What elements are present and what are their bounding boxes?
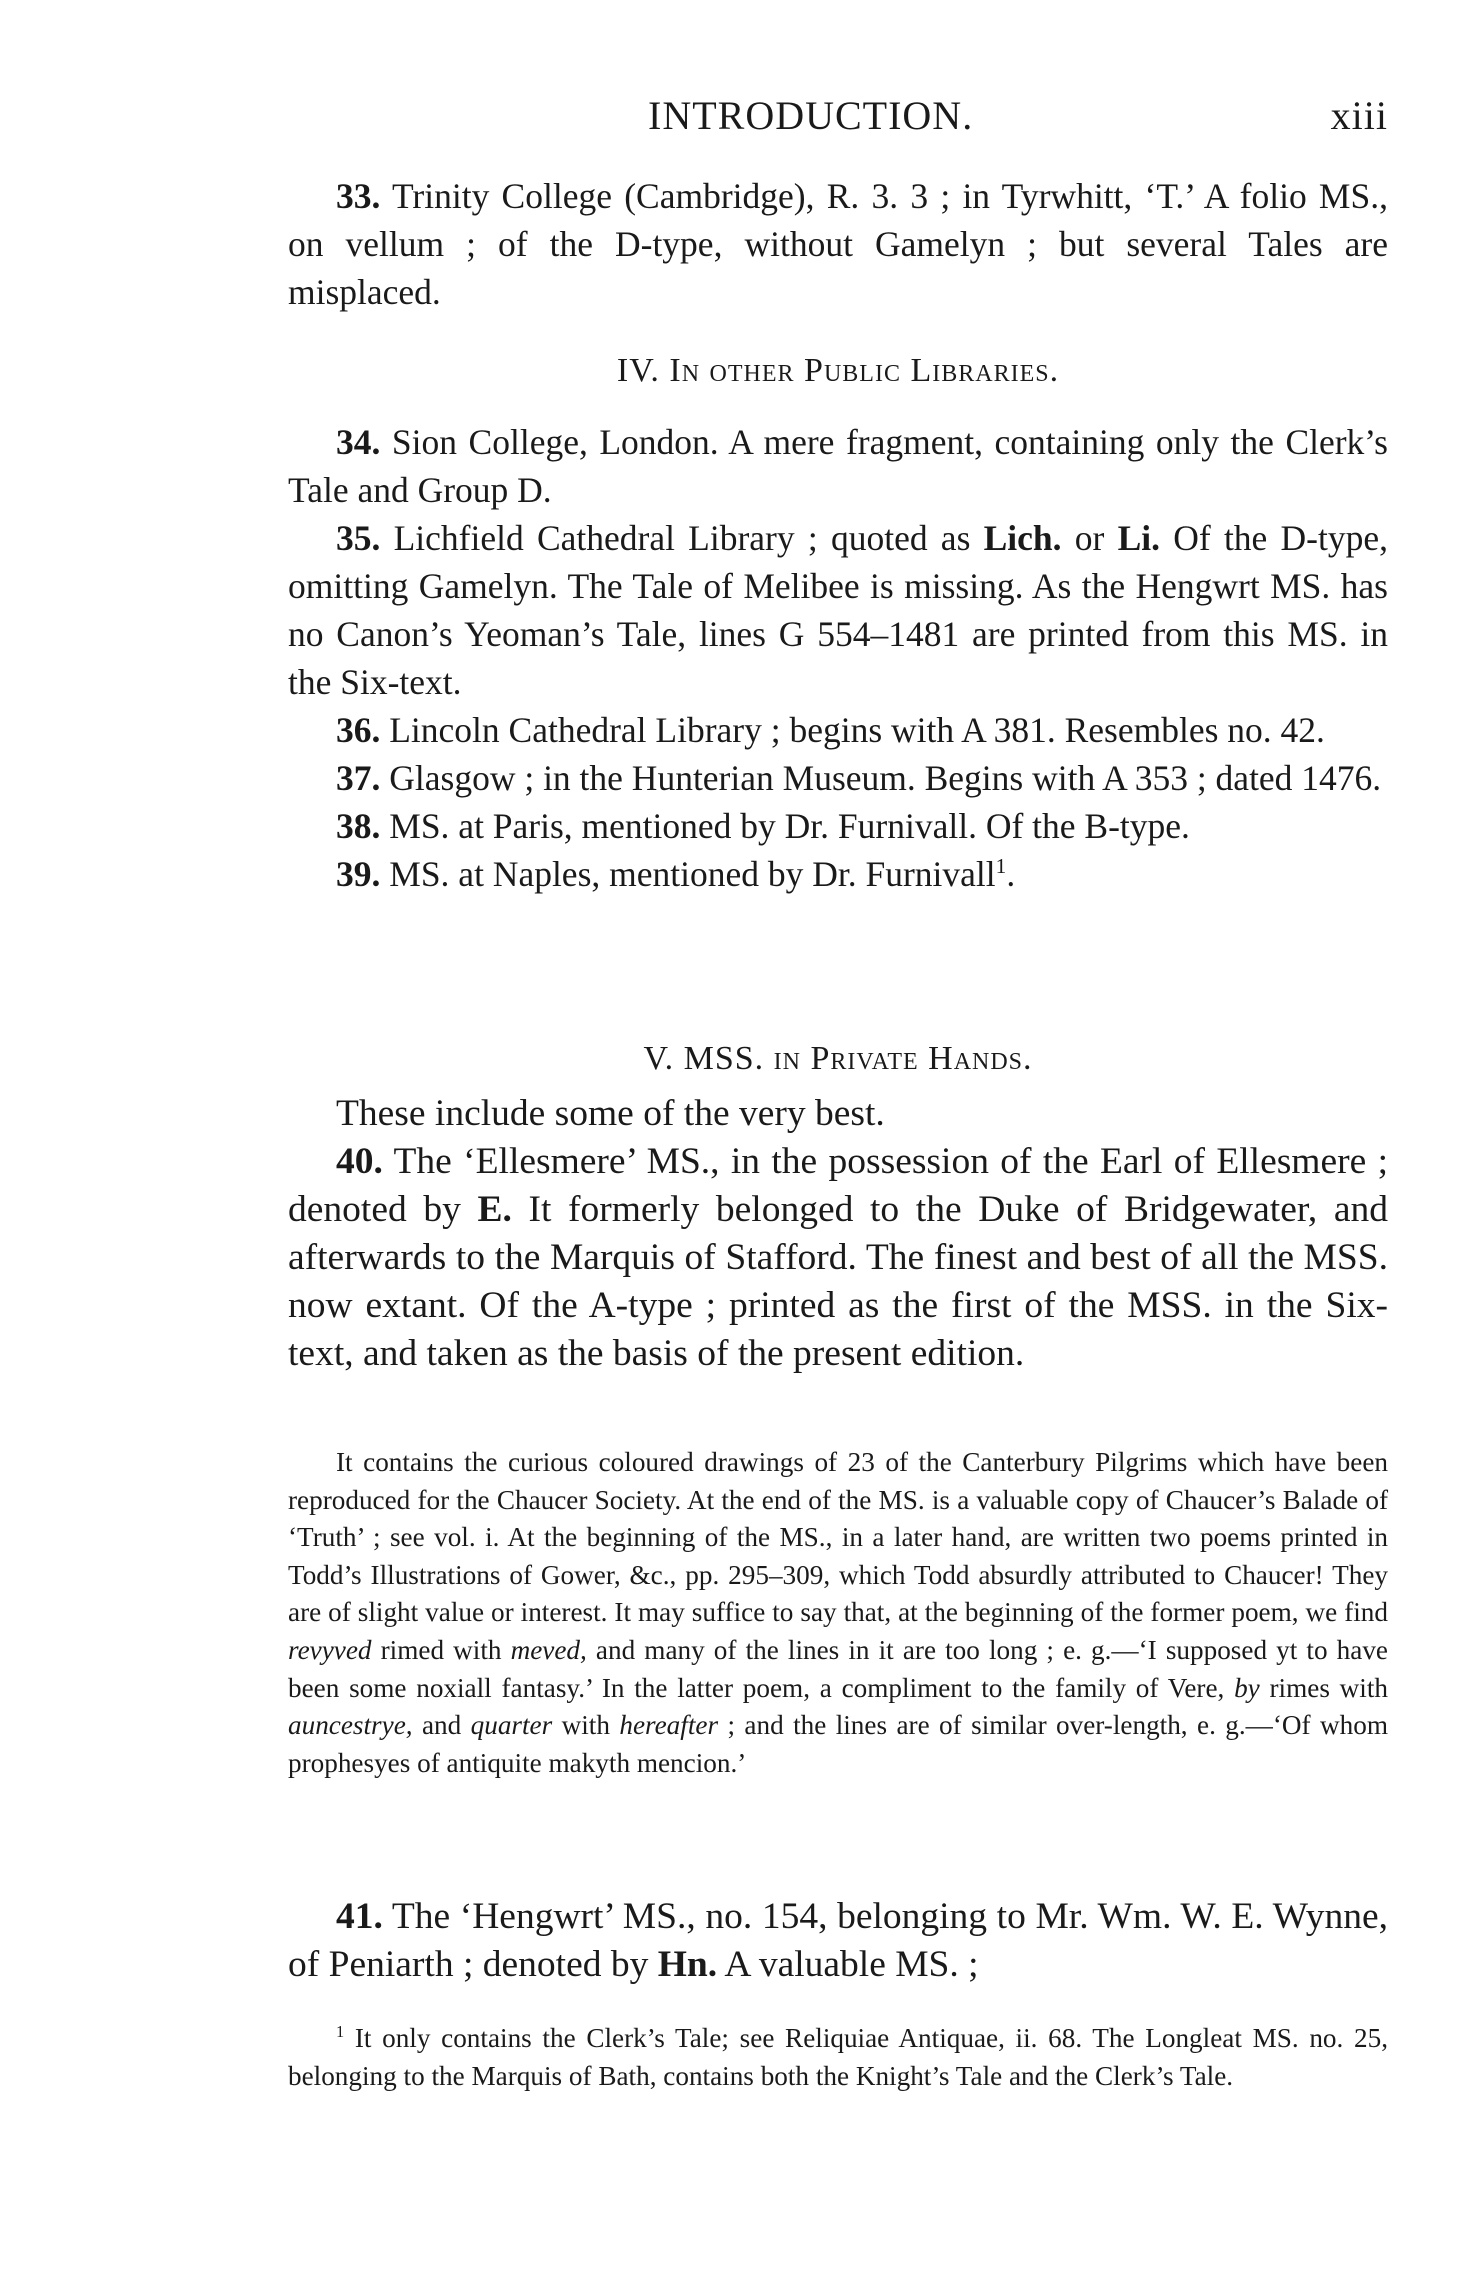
entry-39 bbox=[288, 850, 1388, 898]
entry-text: Glasgow ; in the Hunterian Museum. Begins with A 353 ; dated 1476. bbox=[380, 758, 1382, 798]
entry-text: MS. at Paris, mentioned by Dr. Furnivall. Of the B-type. bbox=[380, 806, 1190, 846]
entry-text: Sion College, London. A mere fragment, containing only the Clerk’s Tale and Group D. bbox=[288, 422, 1388, 510]
entry-number: 38. bbox=[336, 806, 381, 846]
entry-number: 35. bbox=[336, 518, 381, 558]
footnote bbox=[288, 2020, 1388, 2095]
intro-line: These include some of the very best. bbox=[336, 1093, 885, 1134]
entry-text: . bbox=[1006, 854, 1016, 894]
entry-number: 33. bbox=[336, 176, 381, 216]
entry-text: Lincoln Cathedral Library ; begins with A 381. Resembles no. 42. bbox=[380, 710, 1325, 750]
entry-text: or bbox=[1061, 518, 1118, 558]
note-italic: hereafter bbox=[619, 1710, 719, 1741]
entry-number: 34. bbox=[336, 422, 381, 462]
section-title-mss: MSS. bbox=[683, 1040, 765, 1077]
note-text: It contains the curious coloured drawings of 23 of the Canterbury Pilgrims which have been reproduced for the Chaucer Society. At the end of the MS. is a valuable copy of Chaucer’s Balade of ‘Truth’ ; see vol. i. At the beginning of the MS., in a later hand, are written two poems printed in Todd’s Illustrations of Gower, &c., pp. 295–309, which Todd absurdly attributed to Chaucer! They are of slight value or interest. It may suffice to say that, at the beginning of the former poem, we find bbox=[288, 1447, 1388, 1628]
entry-number: 40. bbox=[336, 1141, 383, 1182]
entry-text: The ‘Ellesmere’ MS., in the possession of the Earl of Ellesmere ; denoted by bbox=[288, 1141, 1388, 1230]
section-title: In other Public Libraries. bbox=[669, 352, 1060, 389]
entry-37 bbox=[288, 754, 1388, 802]
note-italic: quarter bbox=[470, 1710, 553, 1741]
entry-text: Of the D-type, omitting Gamelyn. The Tale of Melibee is missing. As the Hengwrt MS. has no Canon’s Yeoman’s Tale, lines G 554–1481 are printed from this MS. in the Six-text. bbox=[288, 518, 1388, 702]
running-header bbox=[288, 92, 1388, 142]
entry-text: It formerly belonged to the Duke of Bridgewater, and afterwards to the Marquis of Stafford. The finest and best of all the MSS. now extant. Of the A-type ; printed as the first of the MSS. in the Six-text, and taken as the basis of the present edition. bbox=[288, 1189, 1388, 1374]
note-text: ; and the lines are of similar over-length, e. g.—‘Of whom prophesyes of antiquite makyth mencion.’ bbox=[288, 1710, 1388, 1778]
section-numeral: IV. bbox=[616, 352, 660, 389]
section-title: in Private Hands. bbox=[764, 1040, 1033, 1077]
entry-number: 36. bbox=[336, 710, 381, 750]
entry-35 bbox=[288, 514, 1388, 706]
note-italic: meved, bbox=[510, 1634, 587, 1665]
section-heading-v bbox=[288, 1040, 1388, 1078]
footnote-ref[interactable]: 1 bbox=[995, 854, 1007, 879]
entry-number: 37. bbox=[336, 758, 381, 798]
entry-38 bbox=[288, 802, 1388, 850]
entry-text: Trinity College (Cambridge), R. 3. 3 ; in Tyrwhitt, ‘T.’ A folio MS., on vellum ; of the D-type, without Gamelyn ; but several Tales are misplaced. bbox=[288, 176, 1388, 312]
entry-text: MS. at Naples, mentioned by Dr. Furnivall bbox=[380, 854, 996, 894]
entry-34 bbox=[288, 418, 1388, 514]
entry-number: 39. bbox=[336, 854, 381, 894]
siglum-hn: Hn. bbox=[657, 1944, 718, 1985]
entry-text: The ‘Hengwrt’ MS., no. 154, belonging to Mr. Wm. W. E. Wynne, of Peniarth ; denoted by bbox=[288, 1896, 1388, 1985]
entry-36 bbox=[288, 706, 1388, 754]
note-text: rimes with bbox=[1259, 1672, 1388, 1703]
section-heading-iv bbox=[288, 352, 1388, 390]
siglum-li: Li. bbox=[1117, 518, 1161, 558]
footnote-text: It only contains the Clerk’s Tale; see Reliquiae Antiquae, ii. 68. The Longleat MS. no. 25, belonging to the Marquis of Bath, contains both the Knight’s Tale and the Clerk’s Tale. bbox=[288, 2023, 1388, 2091]
page-number: xiii bbox=[1330, 93, 1388, 138]
entry-40 bbox=[288, 1138, 1388, 1378]
section-numeral: V. bbox=[643, 1040, 675, 1077]
entry-33 bbox=[288, 172, 1388, 316]
footnote-mark: 1 bbox=[336, 2021, 345, 2041]
siglum-e: E. bbox=[477, 1189, 512, 1230]
entry-number: 41. bbox=[336, 1896, 383, 1937]
entries-34-39 bbox=[288, 418, 1388, 898]
note-40 bbox=[288, 1444, 1388, 1782]
entry-text: Lichfield Cathedral Library ; quoted as bbox=[380, 518, 984, 558]
note-text: and bbox=[412, 1710, 471, 1741]
entry-text: A valuable MS. ; bbox=[717, 1944, 979, 1985]
note-italic: by bbox=[1234, 1672, 1260, 1703]
note-text: and many of the lines in it are too long ; e. g.—‘I supposed yt to have been some noxiall fantasy.’ In the latter poem, a compliment to the family of Vere, bbox=[288, 1634, 1388, 1703]
note-text: rimed with bbox=[371, 1634, 511, 1665]
note-text: with bbox=[552, 1710, 620, 1741]
entry-41 bbox=[288, 1893, 1388, 1989]
section-v-body bbox=[288, 1090, 1388, 1378]
note-italic: revyved bbox=[288, 1634, 372, 1665]
note-italic: auncestrye, bbox=[288, 1710, 413, 1741]
siglum-lich: Lich. bbox=[983, 518, 1062, 558]
running-title: INTRODUCTION. bbox=[648, 93, 974, 138]
